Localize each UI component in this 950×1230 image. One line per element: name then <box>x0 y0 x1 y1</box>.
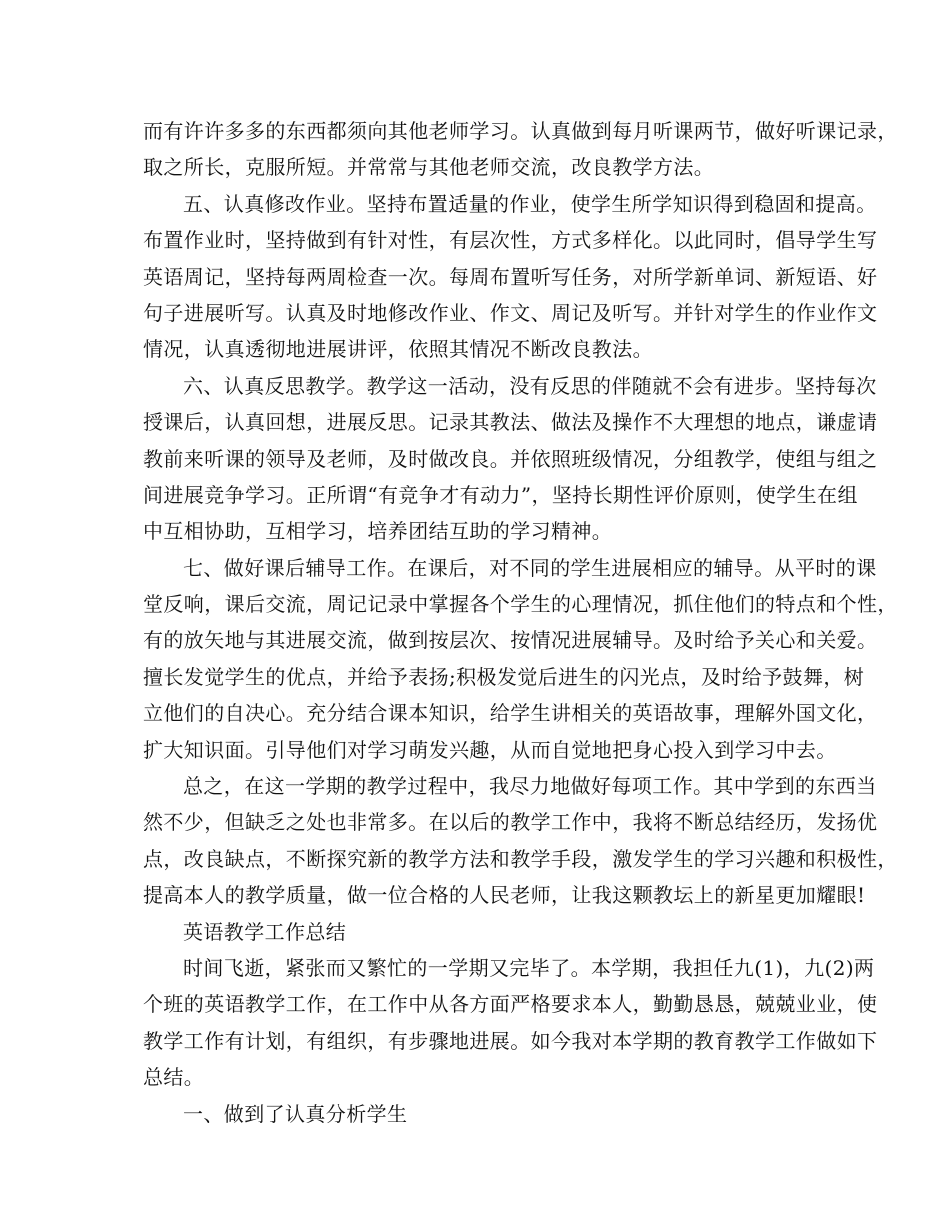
text-line: 取之所长，克服所短。并常常与其他老师交流，改良教学方法。 <box>143 155 715 180</box>
text-line: 间进展竞争学习。正所谓“有竞争才有动力”，坚持长期性评价原则，使学生在组 <box>143 482 858 507</box>
text-line: 总结。 <box>143 1065 205 1090</box>
text-line: 然不少，但缺乏之处也非常多。在以后的教学工作中，我将不断总结经历，发扬优 <box>143 810 878 835</box>
text-line: 英语教学工作总结 <box>183 919 347 944</box>
text-line: 六、认真反思教学。教学这一活动，没有反思的伴随就不会有进步。坚持每次 <box>183 373 877 398</box>
text-line: 时间飞逝，紧张而又繁忙的一学期又完毕了。本学期，我担任九(1)，九(2)两 <box>183 955 875 980</box>
text-line: 句子进展听写。认真及时地修改作业、作文、周记及听写。并针对学生的作业作文 <box>143 300 878 325</box>
text-line: 而有许许多多的东西都须向其他老师学习。认真做到每月听课两节，做好听课记录， <box>143 119 898 143</box>
text-line: 英语周记，坚持每两周检查一次。每周布置听写任务，对所学新单词、新短语、好 <box>143 264 878 289</box>
text-line: 总之，在这一学期的教学过程中，我尽力地做好每项工作。其中学到的东西当 <box>183 774 877 799</box>
text-line: 扩大知识面。引导他们对学习萌发兴趣，从而自觉地把身心投入到学习中去。 <box>143 737 837 762</box>
text-line: 中互相协助，互相学习，培养团结互助的学习精神。 <box>143 519 613 544</box>
document-body <box>143 113 898 1132</box>
text-line: 有的放矢地与其进展交流，做到按层次、按情况进展辅导。及时给予关心和关爱。 <box>143 628 878 653</box>
text-line: 授课后，认真回想，进展反思。记录其教法、做法及操作不大理想的地点，谦虚请 <box>143 410 878 435</box>
text-line: 立他们的自决心。充分结合课本知识，给学生讲相关的英语故事，理解外国文化， <box>143 701 878 726</box>
text-line: 教前来听课的领导及老师，及时做改良。并依照班级情况，分组教学，使组与组之 <box>143 446 878 471</box>
text-line: 一、做到了认真分析学生 <box>183 1101 408 1126</box>
text-line: 提高本人的教学质量，做一位合格的人民老师，让我这颗教坛上的新星更加耀眼! <box>143 883 866 908</box>
text-line: 点，改良缺点，不断探究新的教学方法和教学手段，激发学生的学习兴趣和积极性， <box>143 846 898 871</box>
text-line: 教学工作有计划，有组织，有步骤地进展。如今我对本学期的教育教学工作做如下 <box>143 1028 878 1053</box>
text-line: 五、认真修改作业。坚持布置适量的作业，使学生所学知识得到稳固和提高。 <box>183 191 877 216</box>
text-line: 个班的英语教学工作，在工作中从各方面严格要求本人，勤勤恳恳，兢兢业业，使 <box>143 992 878 1017</box>
text-line: 情况，认真透彻地进展讲评，依照其情况不断改良教法。 <box>143 337 653 362</box>
text-line: 布置作业时，坚持做到有针对性，有层次性，方式多样化。以此同时，倡导学生写 <box>143 228 878 253</box>
text-line: 七、做好课后辅导工作。在课后，对不同的学生进展相应的辅导。从平时的课 <box>183 555 877 580</box>
text-line: 堂反响，课后交流，周记记录中掌握各个学生的心理情况，抓住他们的特点和个性， <box>143 592 898 617</box>
text-line: 擅长发觉学生的优点，并给予表扬;积极发觉后进生的闪光点，及时给予鼓舞，树 <box>143 664 865 689</box>
